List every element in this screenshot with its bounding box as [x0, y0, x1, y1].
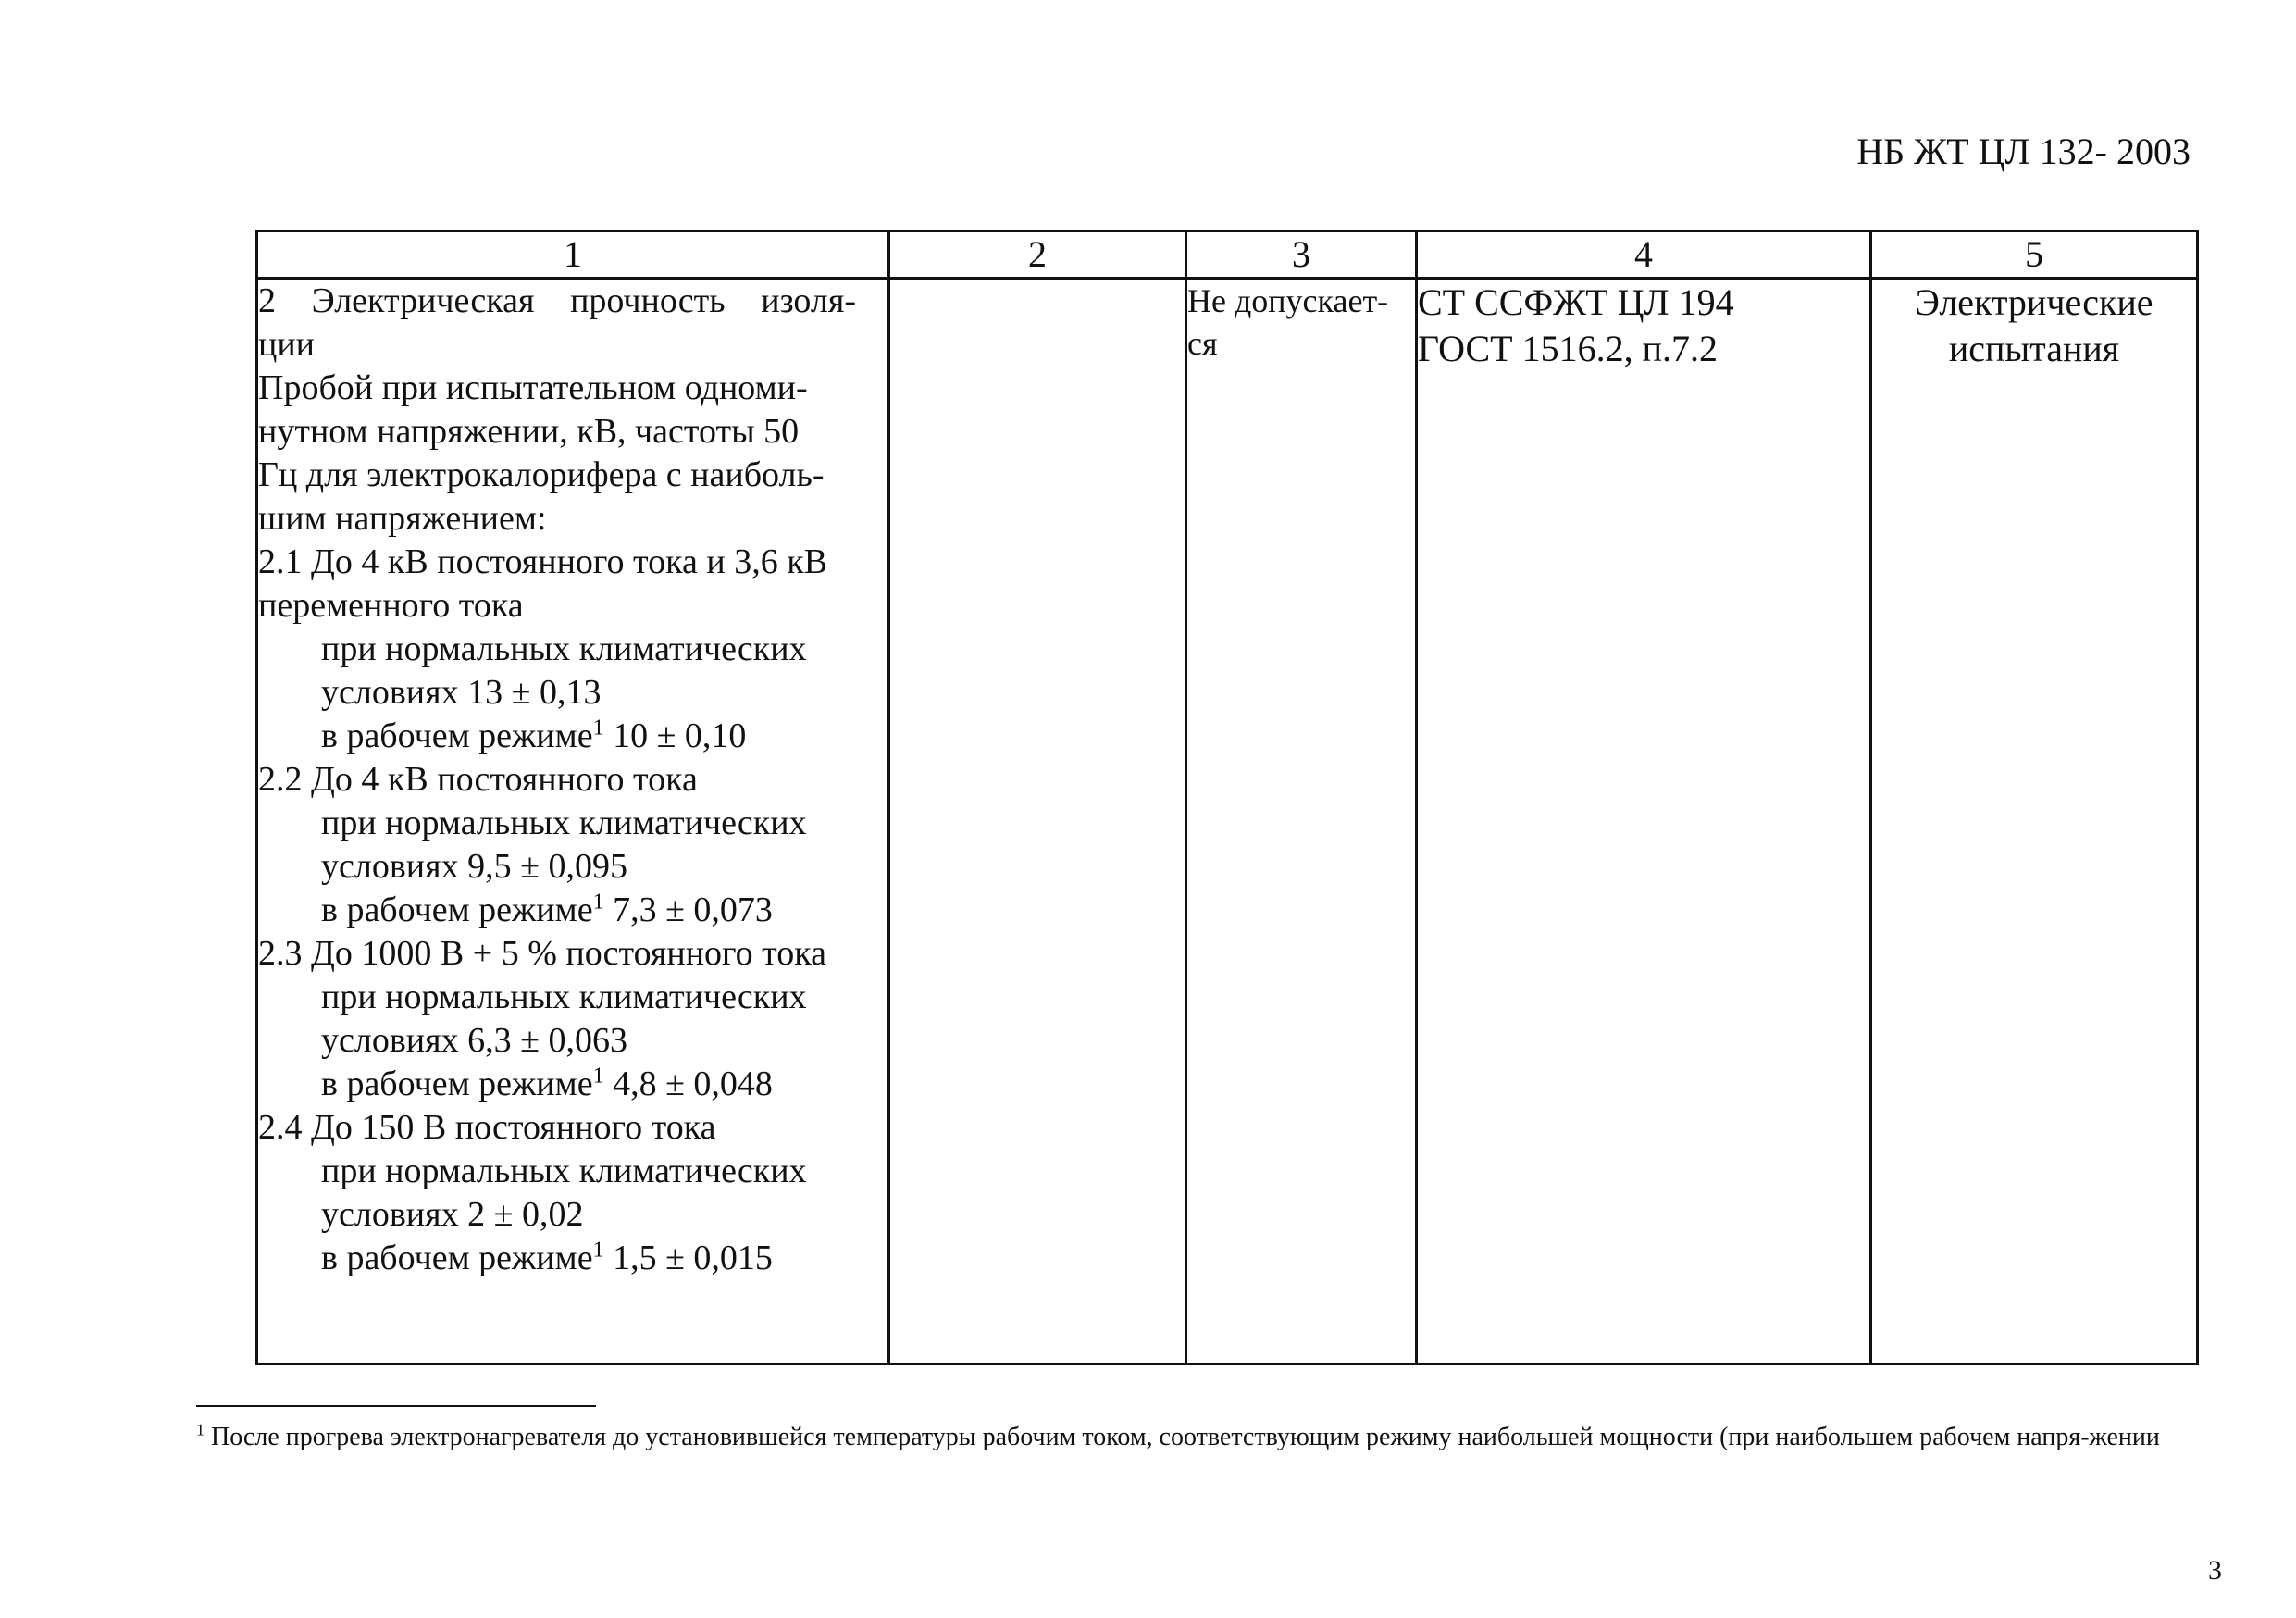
mode-label: в рабочем режиме: [321, 1238, 593, 1277]
text-line: условиях 13 ± 0,13: [321, 673, 602, 712]
column-header-2: 2: [889, 231, 1186, 279]
text-line: при нормальных климатических: [321, 977, 807, 1016]
standard-reference-cell: [1417, 279, 1871, 1364]
text-line: 2.3 До 1000 В + 5 % постоянного тока: [258, 934, 827, 973]
mode-label: в рабочем режиме: [321, 1064, 593, 1103]
test-type-cell: [1871, 279, 2198, 1364]
column-header-3: 3: [1186, 231, 1417, 279]
text-line: шим напряжением:: [258, 499, 547, 538]
mode-value: 7,3 ± 0,073: [613, 890, 773, 929]
text-line: Не допускает-: [1187, 282, 1389, 319]
footnote-ref: 1: [592, 890, 604, 915]
empty-cell-2: [889, 279, 1186, 1364]
text-line: ГОСТ 1516.2, п.7.2: [1418, 328, 1719, 369]
footnote-separator: [196, 1405, 596, 1407]
justified-word: 2: [258, 281, 276, 320]
text-line: [258, 715, 887, 758]
justified-word: Электрическая: [311, 281, 535, 320]
parameter-cell: [257, 279, 889, 1364]
text-line: при нормальных климатических: [321, 1151, 807, 1190]
text-line: 2.1 До 4 кВ постоянного тока и 3,6 кВ: [258, 542, 828, 581]
text-line: условиях 9,5 ± 0,095: [321, 847, 627, 886]
text-line: 2.2 До 4 кВ постоянного тока: [258, 760, 698, 799]
justified-word: прочность: [570, 281, 726, 320]
footnote-text: После прогрева электронагревателя до установившейся температуры рабочим током, соответствующим режиму наибольшей мощности (при наибольшем рабочем напря-жении: [211, 1423, 2160, 1451]
requirements-table: [255, 230, 2199, 1365]
footnote-ref: 1: [592, 1064, 604, 1089]
text-line: [258, 889, 887, 932]
justified-word: изоля-: [761, 281, 856, 320]
text-line: при нормальных климатических: [321, 803, 807, 842]
text-line: испытания: [1948, 328, 2120, 369]
mode-label: в рабочем режиме: [321, 716, 593, 755]
mode-value: 4,8 ± 0,048: [613, 1064, 773, 1103]
requirement-cell: [1186, 279, 1417, 1364]
text-line: при нормальных климатических: [321, 629, 807, 668]
document-code: НБ ЖТ ЦЛ 132- 2003: [1856, 131, 2191, 172]
footnote-ref: 1: [592, 1238, 604, 1263]
text-line: условиях 6,3 ± 0,063: [321, 1021, 627, 1060]
column-header-4: 4: [1417, 231, 1871, 279]
text-line: нутном напряжении, кВ, частоты 50: [258, 412, 800, 451]
text-line: Гц для электрокалорифера с наиболь-: [258, 455, 825, 494]
page-number: 3: [2208, 1555, 2222, 1586]
text-line: [258, 280, 856, 323]
text-line: условиях 2 ± 0,02: [321, 1195, 584, 1234]
text-line: ции: [258, 325, 316, 364]
text-line: Пробой при испытательном одноми-: [258, 368, 808, 407]
text-line: [258, 1063, 887, 1106]
text-line: переменного тока: [258, 586, 524, 625]
table-row: [257, 279, 2198, 1364]
text-line: Электрические: [1915, 281, 2153, 323]
text-line: 2.4 До 150 В постоянного тока: [258, 1108, 716, 1147]
mode-label: в рабочем режиме: [321, 890, 593, 929]
text-line: [258, 1237, 887, 1280]
text-line: ся: [1187, 325, 1218, 362]
mode-value: 10 ± 0,10: [613, 716, 747, 755]
footnote-ref: 1: [592, 716, 604, 741]
column-header-1: 1: [257, 231, 889, 279]
footnote: [196, 1420, 2232, 1455]
mode-value: 1,5 ± 0,015: [613, 1238, 773, 1277]
footnote-mark: 1: [196, 1420, 205, 1439]
table-header-row: [257, 231, 2198, 279]
text-line: СТ ССФЖТ ЦЛ 194: [1418, 281, 1734, 323]
column-header-5: 5: [1871, 231, 2198, 279]
